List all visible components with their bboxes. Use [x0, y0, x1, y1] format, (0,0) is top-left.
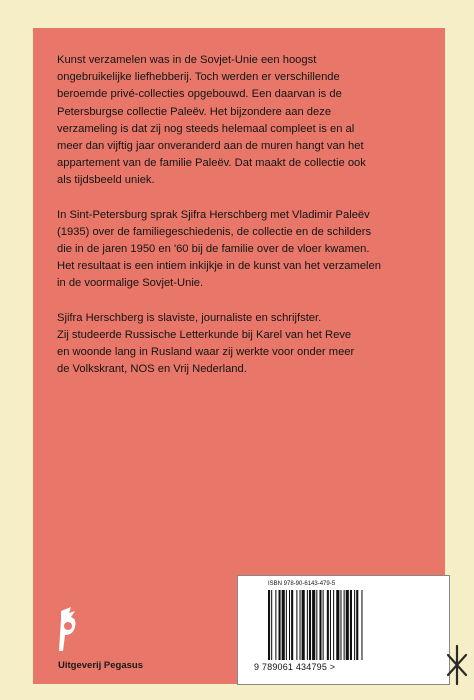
barcode-bar — [336, 590, 339, 660]
barcode-bar — [296, 590, 297, 660]
blurb-text — [57, 52, 439, 395]
text-line: appartement van de familie Paleëv. Dat maakt de collectie ook — [57, 157, 366, 170]
barcode-bar — [346, 590, 349, 660]
barcode-bar — [307, 590, 308, 660]
barcode-bar — [356, 590, 358, 660]
text-line: Kunst verzamelen was in de Sovjet-Unie een hoogst — [57, 54, 317, 66]
barcode-bar — [361, 590, 362, 660]
barcode-bar — [268, 590, 270, 660]
text-line: (1935) over de familiegeschiedenis, de collectie en de schilders — [57, 225, 372, 238]
publisher-name: Uitgeverij Pegasus — [58, 660, 144, 671]
barcode-bar — [302, 590, 305, 660]
barcode-bar — [309, 590, 311, 660]
barcode-bar — [350, 590, 352, 660]
barcode-bar — [312, 590, 315, 660]
text-line: als tijdsbeeld uniek. — [57, 174, 155, 187]
isbn-label: ISBN 978-90-6143-479-5 — [268, 581, 336, 587]
barcode-bar — [275, 590, 276, 660]
barcode-bar — [330, 590, 331, 660]
text-line: Zij studeerde Russische Letterkunde bij Karel van het Reve — [57, 328, 352, 341]
barcode-bar — [316, 590, 317, 660]
text-line: in de voormalige Sovjet-Unie. — [57, 277, 204, 290]
paragraph-interview — [57, 207, 439, 293]
text-line: de Volkskrant, NOS en Vrij Nederland. — [57, 363, 247, 376]
asterisk-mark-icon — [446, 638, 468, 692]
barcode-bar — [319, 590, 321, 660]
barcode — [237, 575, 450, 685]
back-cover-panel — [33, 28, 445, 684]
barcode-bar — [289, 590, 290, 660]
barcode-bar — [333, 590, 334, 660]
barcode-bar — [327, 590, 329, 660]
barcode-bar — [323, 590, 324, 660]
text-line: beroemde privé-collecties opgebouwd. Een daarvan is de — [57, 88, 342, 101]
text-line: verzameling is dat zij nog steeds helemaal compleet is en al — [57, 122, 355, 135]
barcode-bar — [300, 590, 301, 660]
text-line: ongebruikelijke liefhebberij. Toch werden er verschillende — [57, 71, 340, 84]
paragraph-author — [57, 310, 439, 379]
text-line: en woonde lang in Rusland waar zij werkte voor onder meer — [57, 346, 355, 359]
text-line: Sjifra Herschberg is slaviste, journaliste en schrijfster. — [57, 311, 322, 324]
barcode-bar — [282, 590, 285, 660]
barcode-bar — [279, 590, 281, 660]
paragraph-collection — [57, 52, 439, 190]
barcode-bar — [291, 590, 293, 660]
text-line: Petersburgse collectie Paleëv. Het bijzondere aan deze — [57, 105, 332, 118]
barcode-bar — [344, 590, 345, 660]
text-line: meer dan vijftig jaar onveranderd aan de muren hangt van het — [57, 140, 364, 153]
barcode-bar — [286, 590, 287, 660]
pegasus-logo-icon — [57, 605, 79, 657]
barcode-bars — [268, 590, 418, 660]
barcode-bar — [354, 590, 355, 660]
text-line: die in de jaren 1950 en '60 bij de familie over de vloer kwamen. — [57, 243, 370, 256]
barcode-bar — [340, 590, 341, 660]
barcode-bar — [271, 590, 272, 660]
text-line: Het resultaat is een intiem inkijkje in de kunst van het verzamelen — [57, 260, 381, 273]
text-line: In Sint-Petersburg sprak Sjifra Herschberg met Vladimir Paleëv — [57, 208, 370, 221]
barcode-digits: 9 789061 434795 > — [254, 662, 336, 672]
